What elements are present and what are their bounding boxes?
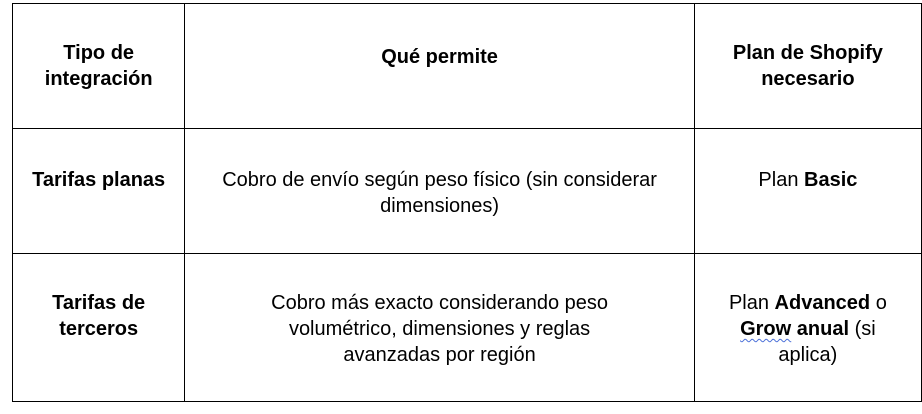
plan-name-advanced: Advanced: [774, 292, 871, 314]
integration-table-container: [12, 3, 922, 402]
plan-name: Basic: [804, 169, 858, 191]
cell-tipo: [13, 254, 185, 402]
table-row: [13, 129, 922, 254]
integration-table: [12, 3, 922, 402]
header-tipo-label: Tipo de integración: [44, 42, 153, 90]
permite-value: Cobro más exacto considerando peso volumétrico, dimensiones y reglas avanzadas por región: [271, 292, 608, 366]
cell-permite: [185, 129, 694, 254]
plan-prefix: Plan: [728, 292, 775, 314]
permite-value: Cobro de envío según peso físico (sin considerar dimensiones): [222, 169, 657, 217]
cell-plan: [694, 129, 921, 254]
header-plan-label: Plan de Shopify necesario: [732, 42, 883, 90]
plan-name-grow: Grow: [740, 318, 792, 340]
plan-name-anual: anual: [791, 318, 850, 340]
cell-tipo: [13, 129, 185, 254]
header-cell-permite: [185, 4, 694, 129]
plan-suffix: (si aplica): [778, 318, 876, 366]
header-permite-label: Qué permite: [381, 46, 498, 68]
header-cell-tipo: [13, 4, 185, 129]
plan-prefix: Plan: [758, 169, 804, 191]
table-header-row: [13, 4, 922, 129]
plan-value: [709, 129, 907, 193]
header-cell-plan: [694, 4, 921, 129]
tipo-value: Tarifas de terceros: [52, 292, 146, 340]
plan-connector: o: [870, 292, 887, 314]
tipo-value: Tarifas planas: [32, 169, 166, 191]
table-row: [13, 254, 922, 402]
plan-value: [709, 254, 907, 368]
cell-permite: [185, 254, 694, 402]
cell-plan: [694, 254, 921, 402]
